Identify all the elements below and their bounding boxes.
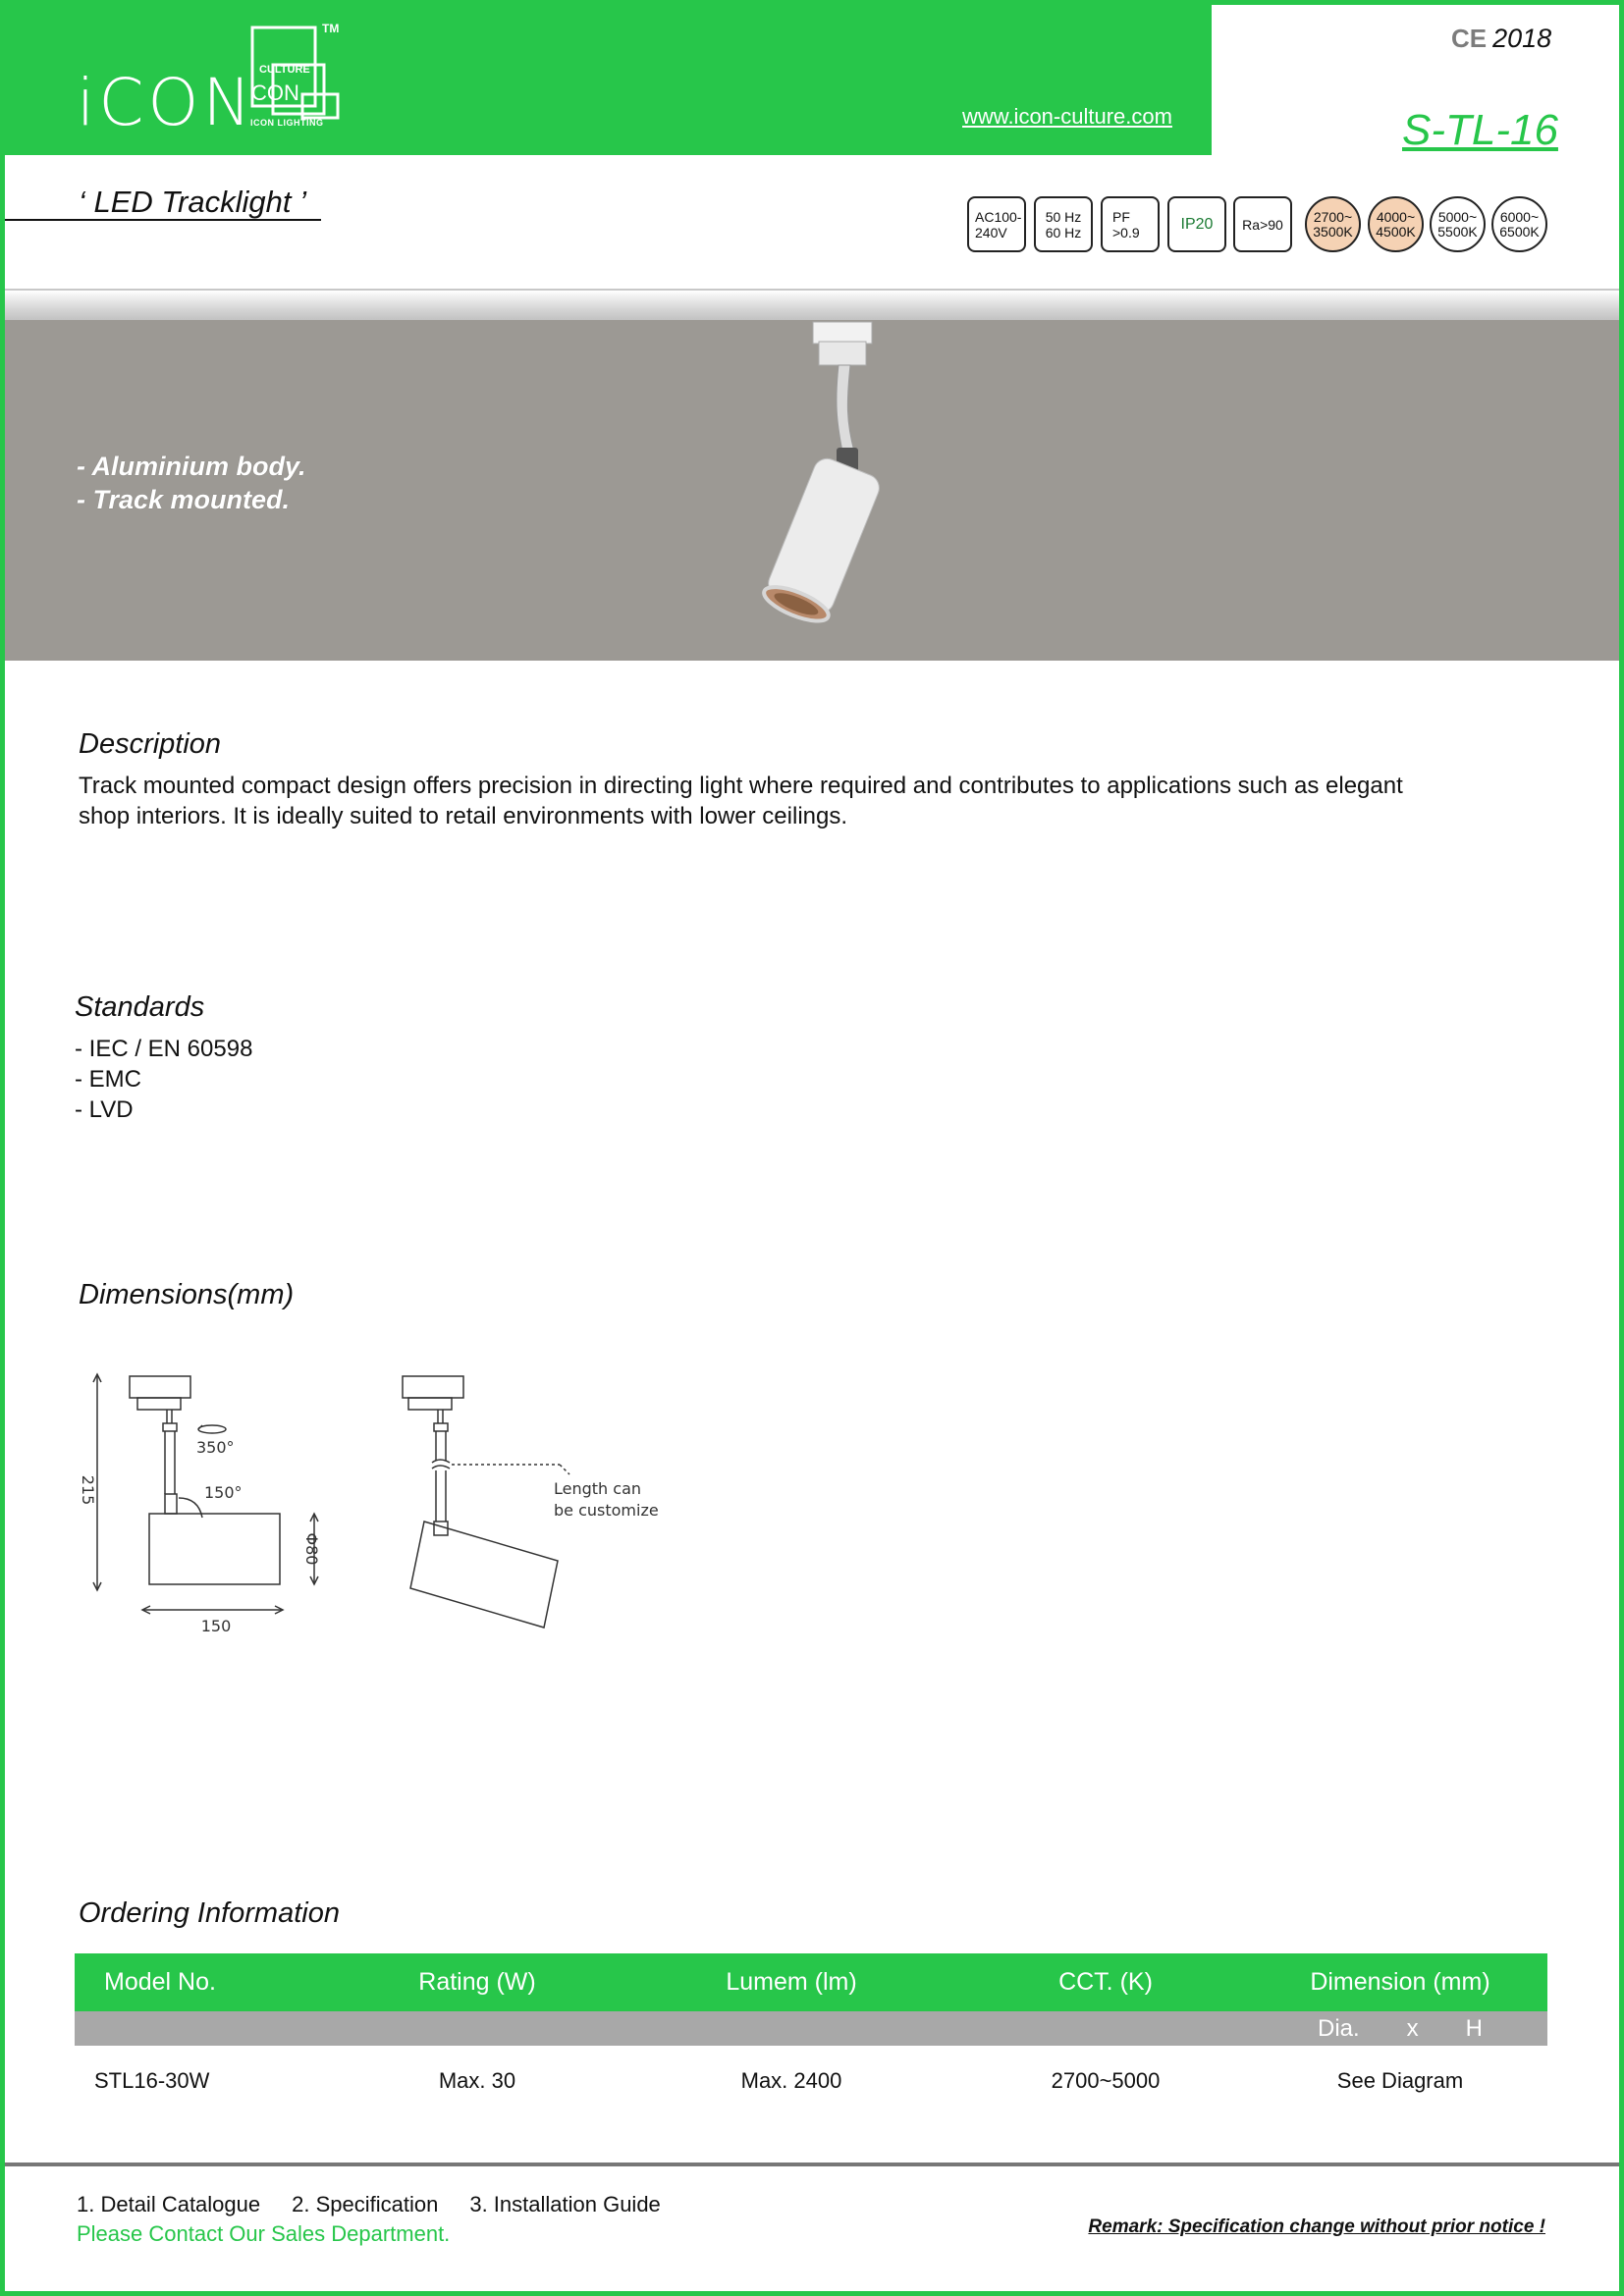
cct-option-6000: 6000~ 6500K (1491, 196, 1547, 252)
model-code: S-TL-16 (1402, 106, 1558, 154)
table-subheader-row (75, 2011, 1547, 2046)
footer-remark: Remark: Specification change without prior notice ! (1088, 2216, 1545, 2237)
table-row (75, 2046, 1547, 2115)
sub-x: x (1406, 2014, 1419, 2042)
footer-contact: Please Contact Our Sales Department. (77, 2221, 451, 2246)
ce-year-label (1451, 24, 1551, 54)
cell-lumen: Max. 2400 (740, 2067, 842, 2093)
year: 2018 (1492, 24, 1552, 53)
ordering-table (75, 1953, 1547, 2115)
dim-height-label: 215 (79, 1474, 97, 1506)
trademark-label: TM (322, 22, 340, 35)
description-text: Track mounted compact design offers precision in directing light where required and contributes to applications such as elegant shop interiors. It is ideally suited to retail environments with lower ceilings. (79, 773, 1403, 829)
cct-option-5000: 5000~ 5500K (1430, 196, 1486, 252)
logo-box-top-label: CULTURE (259, 64, 310, 76)
feature-item: - Aluminium body. (77, 452, 306, 481)
standard-item: - IEC / EN 60598 (75, 1036, 253, 1062)
feature-list (77, 450, 305, 516)
cri-badge: Ra>90 (1233, 196, 1292, 252)
standard-item: - EMC (75, 1066, 141, 1093)
standard-item: - LVD (75, 1096, 134, 1123)
sub-h: H (1465, 2014, 1484, 2042)
col-cct: CCT. (K) (958, 1953, 1253, 2011)
cct-option-4000: 4000~ 4500K (1368, 196, 1424, 252)
table-header-row (75, 1953, 1547, 2011)
brand-logo-subtitle: ICON LIGHTING (250, 118, 324, 128)
sub-dia: Dia. (1317, 2014, 1360, 2042)
cell-cct: 2700~5000 (1051, 2067, 1161, 2093)
logo-box-bottom-label: CON (251, 80, 299, 105)
description-heading: Description (79, 728, 222, 760)
cell-model: STL16-30W (94, 2067, 210, 2093)
footer-link-catalogue[interactable]: 1. Detail Catalogue (77, 2192, 261, 2216)
ce-mark-icon: CE (1451, 24, 1488, 53)
dim-diameter-label: Φ80 (302, 1532, 321, 1566)
cct-option-2700: 2700~ 3500K (1305, 196, 1361, 252)
brand-logo-icon (245, 22, 344, 132)
brand-logo-text: iCON (77, 65, 255, 140)
dim-note-line2: be customize (554, 1501, 659, 1520)
col-dimension: Dimension (mm) (1253, 1953, 1547, 2011)
tracklight-product-image (727, 314, 923, 638)
footer-link-specification[interactable]: 2. Specification (292, 2192, 439, 2216)
col-lumen: Lumem (lm) (624, 1953, 958, 2011)
dimension-diagram (69, 1364, 697, 1639)
col-model: Model No. (75, 1953, 330, 2011)
cell-dimension: See Diagram (1336, 2067, 1464, 2093)
standards-list (75, 1034, 252, 1125)
feature-item: - Track mounted. (77, 485, 291, 514)
dimensions-heading: Dimensions(mm) (79, 1279, 295, 1310)
product-title: ‘ LED Tracklight ’ (79, 185, 306, 219)
title-underline (5, 219, 321, 221)
col-rating: Rating (W) (330, 1953, 624, 2011)
frequency-badge: 50 Hz 60 Hz (1034, 196, 1093, 252)
dim-tilt-label: 150° (204, 1483, 243, 1502)
power-factor-badge: PF >0.9 (1101, 196, 1160, 252)
website-link[interactable]: www.icon-culture.com (962, 104, 1172, 129)
ip-rating-badge: IP20 (1167, 196, 1226, 252)
standards-heading: Standards (75, 991, 205, 1023)
voltage-badge: AC100- 240V (967, 196, 1026, 252)
footer-link-installation[interactable]: 3. Installation Guide (469, 2192, 661, 2216)
footer-links (77, 2192, 661, 2217)
ordering-heading: Ordering Information (79, 1897, 340, 1929)
dim-length-label: 150 (200, 1617, 232, 1635)
dim-rotation-label: 350° (196, 1438, 235, 1457)
dim-note-line1: Length can (554, 1479, 642, 1498)
cell-rating: Max. 30 (438, 2067, 516, 2093)
footer-divider (5, 2163, 1619, 2166)
header-banner (0, 0, 1212, 155)
